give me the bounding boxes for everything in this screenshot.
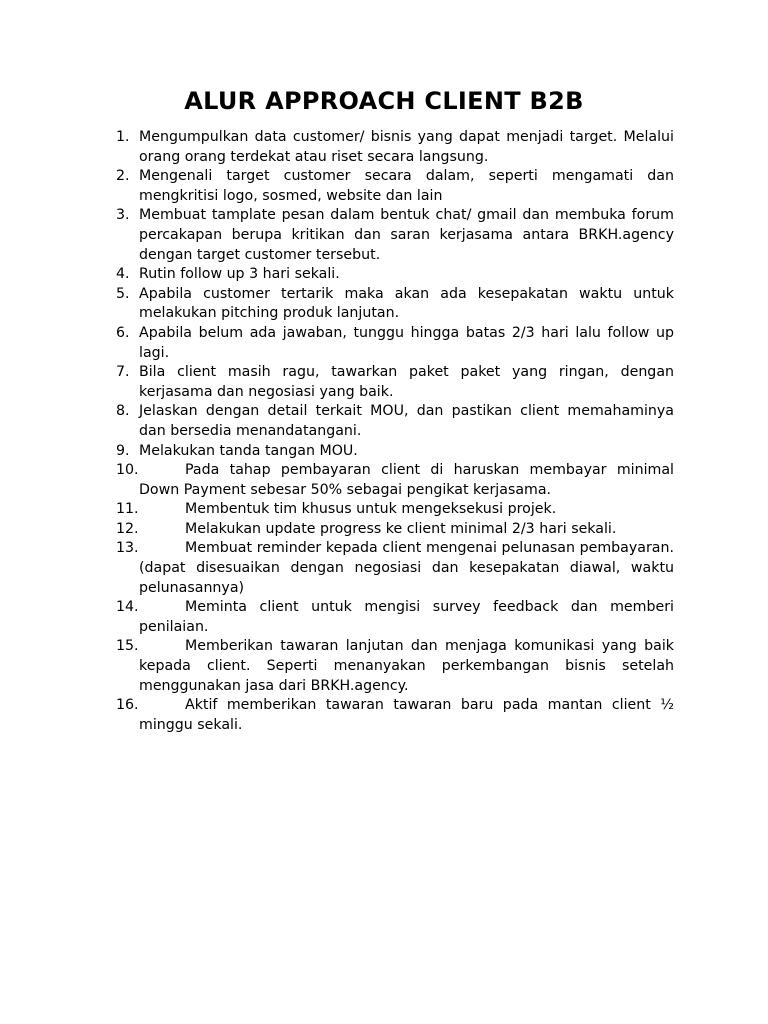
document-title: ALUR APPROACH CLIENT B2B: [184, 87, 584, 115]
step-text: Bila client masih ragu, tawarkan paket paket yang ringan, dengan kerjasama dan negosiasi yang baik.: [139, 364, 674, 400]
steps-list: [116, 128, 674, 735]
step-text: Melakukan update progress ke client minimal 2/3 hari sekali.: [185, 520, 617, 537]
step-number: 2.: [116, 168, 130, 185]
step-item-9: [116, 442, 674, 462]
step-text: Mengenali target customer secara dalam, seperti mengamati dan mengkritisi logo, sosmed, website dan lain: [139, 168, 674, 204]
step-text: Membuat tamplate pesan dalam bentuk chat/ gmail dan membuka forum percakapan berupa kritikan dan saran kerjasama antara BRKH.agency dengan target customer tersebut.: [139, 207, 674, 263]
step-text: Jelaskan dengan detail terkait MOU, dan pastikan client memahaminya dan bersedia menandatangani.: [139, 403, 674, 439]
step-text: Apabila customer tertarik maka akan ada kesepakatan waktu untuk melakukan pitching produk lanjutan.: [139, 285, 674, 322]
step-item-12: [116, 520, 674, 540]
step-item-7: [116, 363, 674, 402]
step-number: 15.: [116, 638, 139, 655]
step-text: Membuat reminder kepada client mengenai pelunasan pembayaran. (dapat disesuaikan dengan negosiasi dan kesepakatan diawal, waktu pelunasannya): [139, 540, 674, 596]
step-number: 12.: [116, 520, 139, 537]
step-number: 8.: [116, 403, 130, 420]
step-item-16: [116, 696, 674, 735]
step-number: 6.: [116, 324, 130, 341]
step-item-5: [116, 285, 674, 324]
step-item-13: [116, 539, 674, 598]
step-item-14: [116, 598, 674, 637]
step-text: Aktif memberikan tawaran tawaran baru pada mantan client ½ minggu sekali.: [139, 697, 674, 733]
step-text: Memberikan tawaran lanjutan dan menjaga komunikasi yang baik kepada client. Seperti menanyakan perkembangan bisnis setelah menggunakan jasa dari BRKH.agency.: [139, 638, 674, 694]
step-item-2: [116, 167, 674, 206]
step-text: Mengumpulkan data customer/ bisnis yang dapat menjadi target. Melalui orang orang terdekat atau riset secara langsung.: [139, 129, 674, 165]
step-item-3: [116, 206, 674, 265]
step-item-8: [116, 402, 674, 441]
step-number: 13.: [116, 540, 139, 557]
step-text: Membentuk tim khusus untuk mengeksekusi projek.: [185, 501, 557, 518]
step-text: Rutin follow up 3 hari sekali.: [139, 266, 340, 283]
step-number: 4.: [116, 266, 130, 283]
step-item-6: [116, 324, 674, 363]
step-text: Melakukan tanda tangan MOU.: [139, 442, 358, 459]
step-text: Pada tahap pembayaran client di haruskan membayar minimal Down Payment sebesar 50% sebagai pengikat kerjasama.: [139, 462, 674, 498]
step-text: Apabila belum ada jawaban, tunggu hingga batas 2/3 hari lalu follow up lagi.: [139, 324, 674, 361]
step-number: 14.: [116, 599, 139, 616]
step-item-1: [116, 128, 674, 167]
step-item-10: [116, 461, 674, 500]
step-item-4: [116, 265, 674, 285]
step-item-11: [116, 500, 674, 520]
step-number: 7.: [116, 364, 130, 381]
step-number: 11.: [116, 501, 139, 518]
step-number: 9.: [116, 442, 130, 459]
step-number: 10.: [116, 462, 139, 479]
step-item-15: [116, 637, 674, 696]
step-number: 1.: [116, 129, 130, 145]
step-number: 3.: [116, 207, 130, 224]
step-text: Meminta client untuk mengisi survey feedback dan memberi penilaian.: [139, 599, 674, 635]
step-number: 16.: [116, 697, 139, 714]
step-number: 5.: [116, 285, 130, 302]
